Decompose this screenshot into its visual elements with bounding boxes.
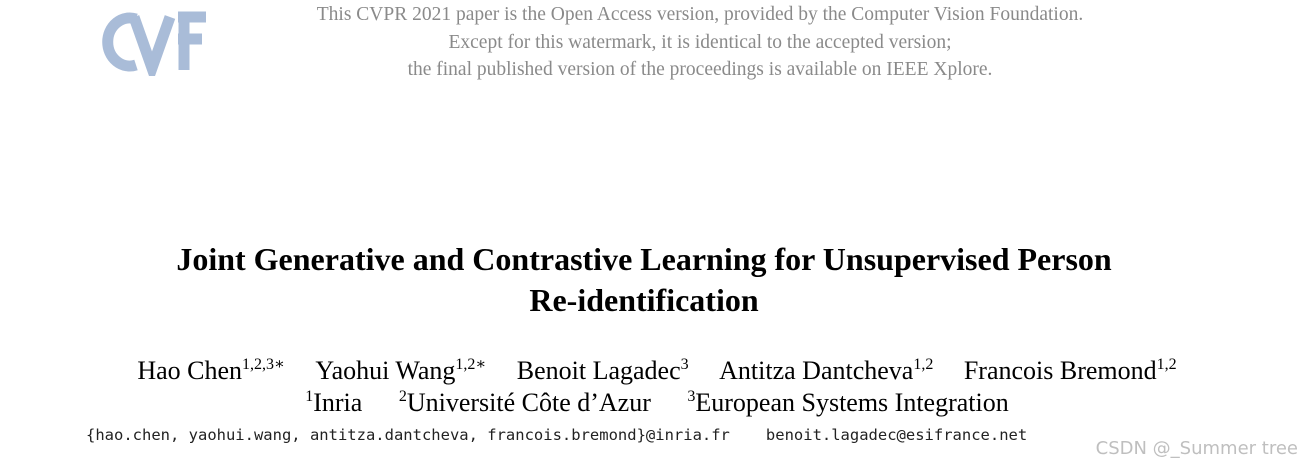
affiliation-marker: 1 [305, 388, 314, 405]
affiliation-list [0, 380, 1314, 420]
author-affiliation-marker: 1,2 [1156, 356, 1177, 373]
paper-title-line-2: Re-identification [529, 282, 759, 318]
csdn-watermark: CSDN @_Summer tree [1095, 438, 1298, 459]
affiliation [305, 380, 362, 420]
cvpr-watermark [180, 1, 1220, 84]
affiliation-name: European Systems Integration [695, 388, 1009, 417]
author-name: Francois Bremond [963, 356, 1157, 385]
email-esi: benoit.lagadec@esifrance.net [765, 426, 1028, 444]
affiliation-marker: 2 [398, 388, 407, 405]
author-affiliation-marker: 1,2 [913, 356, 934, 373]
author-name: Yaohui Wang [315, 356, 456, 385]
author-affiliation-marker: 1,2,3∗ [242, 356, 285, 373]
author-emails [86, 424, 1226, 446]
author-affiliation-marker: 3 [680, 356, 689, 373]
affiliation-name: Inria [313, 388, 363, 417]
paper-title-line-1: Joint Generative and Contrastive Learning for Unsupervised Person [176, 241, 1112, 277]
author-name: Benoit Lagadec [516, 356, 681, 385]
watermark-line-3: the final published version of the proceedings is available on IEEE Xplore. [407, 59, 993, 80]
paper-title [60, 239, 1228, 321]
affiliation [687, 380, 1008, 420]
author-name: Hao Chen [137, 356, 243, 385]
affiliation-marker: 3 [687, 388, 696, 405]
affiliation [399, 380, 651, 420]
watermark-line-2: Except for this watermark, it is identical to the accepted version; [448, 31, 952, 53]
author-affiliation-marker: 1,2∗ [455, 356, 487, 373]
email-group-inria: {hao.chen, yaohui.wang, antitza.dantcheva, francois.bremond}@inria.fr [86, 426, 730, 444]
author-name: Antitza Dantcheva [719, 356, 914, 385]
affiliation-name: Université Côte d’Azur [406, 388, 651, 417]
watermark-line-1: This CVPR 2021 paper is the Open Access version, provided by the Computer Vision Foundation. [316, 4, 1084, 25]
